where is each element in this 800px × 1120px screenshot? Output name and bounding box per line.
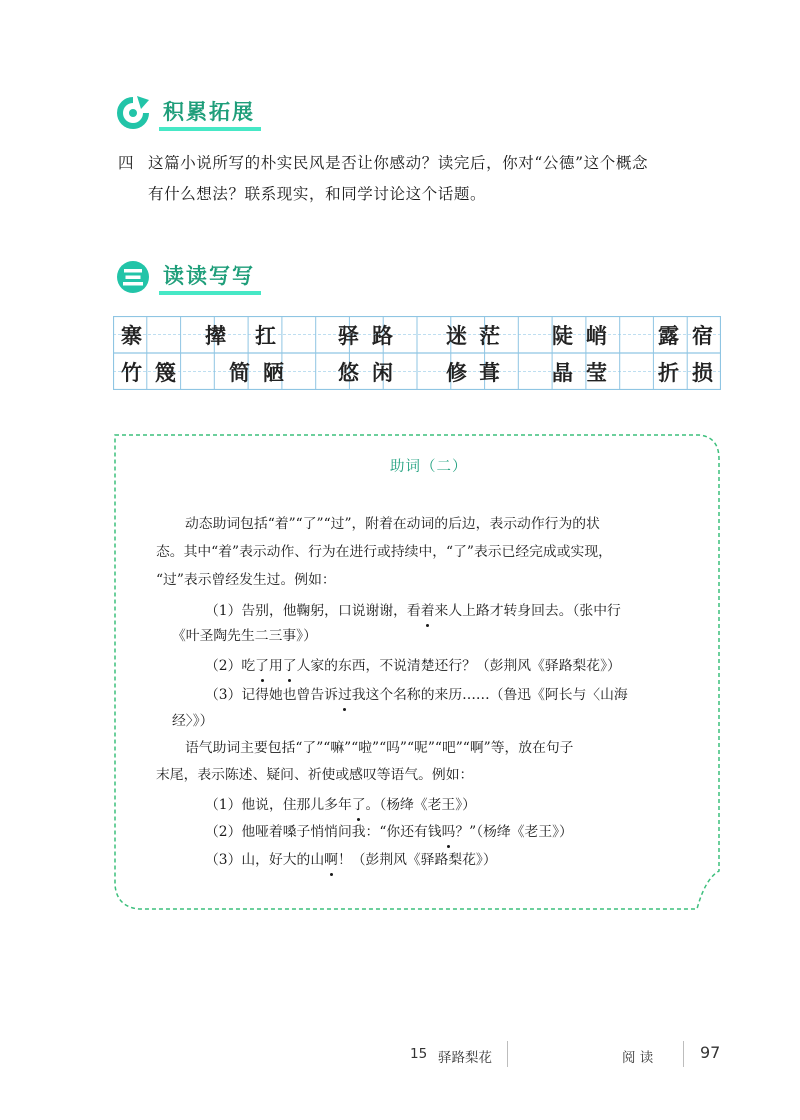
grid-char: 驿 — [338, 323, 359, 348]
footer-divider — [683, 1041, 684, 1067]
example-line — [205, 684, 628, 706]
grid-char: 路 — [372, 323, 393, 348]
question-text-line: 有什么想法？联系现实，和同学讨论这个话题。 — [148, 185, 487, 203]
example-line — [205, 794, 476, 816]
example-text: 人家的东西，不说清楚还行？（彭荆风《驿路梨花》） — [296, 658, 621, 674]
example-line: 《叶圣陶先生二三事》） — [172, 628, 317, 644]
example-line — [205, 655, 621, 677]
grid-char: 陋 — [263, 360, 284, 385]
grid-char: 折 — [658, 360, 679, 385]
emphasized-particle: 了 — [255, 655, 269, 677]
grammar-text-line: 动态助词包括“着”“了”“过”，附着在动词的后边，表示动作行为的状 — [185, 516, 600, 532]
grammar-text-line: 语气助词主要包括“了”“嘛”“啦”“吗”“呢”“吧”“啊”等，放在句子 — [185, 740, 574, 756]
footer-lesson-number: 15 — [410, 1046, 428, 1062]
example-text: 来人上路才转身回去。（张中行 — [434, 603, 621, 619]
grid-char: 撵 — [205, 323, 226, 348]
example-line: 经〉》） — [172, 713, 214, 729]
grid-char: 陡 — [552, 323, 573, 348]
grid-char: 扛 — [255, 323, 276, 348]
example-text: （3）山，好大的山 — [205, 852, 325, 868]
example-text: （3）记得她也曾告诉 — [205, 687, 338, 703]
example-text: ！（彭荆风《驿路梨花》） — [337, 852, 497, 868]
footer-divider — [507, 1041, 508, 1067]
example-text: （1）他说，住那儿多年 — [205, 797, 352, 813]
example-line — [205, 849, 497, 871]
emphasized-particle: 啊 — [324, 849, 338, 871]
emphasized-particle: 吗 — [442, 821, 456, 843]
number-three-icon — [115, 259, 151, 295]
section-header-accumulate — [115, 95, 261, 131]
example-line — [205, 821, 573, 843]
example-text: 我这个名称的来历……（鲁迅《阿长与〈山海 — [351, 687, 628, 703]
grid-char: 葺 — [479, 360, 500, 385]
grid-char: 寨 — [121, 323, 142, 348]
section-title: 读读写写 — [159, 263, 261, 295]
grid-char: 迷 — [446, 323, 467, 348]
grid-char: 闲 — [372, 360, 393, 385]
grid-char: 莹 — [586, 360, 607, 385]
section-header-read-write — [115, 259, 261, 295]
question-number: 四 — [118, 154, 134, 172]
grid-char: 简 — [229, 360, 250, 385]
example-text: ？”（杨绛《老王》） — [455, 824, 573, 840]
grid-char: 峭 — [586, 323, 607, 348]
refresh-arrow-icon — [115, 95, 151, 131]
emphasized-particle: 了 — [352, 794, 366, 816]
emphasized-particle: 了 — [283, 655, 297, 677]
example-line — [205, 600, 621, 622]
example-text: 。（杨绛《老王》） — [365, 797, 476, 813]
grid-char: 修 — [446, 360, 467, 385]
emphasized-particle: 过 — [338, 684, 352, 706]
footer-lesson-title: 驿路梨花 — [438, 1050, 492, 1066]
example-text: 用 — [268, 658, 283, 674]
section-title: 积累拓展 — [159, 99, 261, 131]
grammar-text-line: 态。其中“着”表示动作、行为在进行或持续中，“了”表示已经完成或实现， — [156, 544, 612, 560]
grammar-title: 助词（二） — [390, 459, 468, 475]
example-text: （1）告别，他鞠躬，口说谢谢，看 — [205, 603, 421, 619]
question-text-line: 这篇小说所写的朴实民风是否让你感动？读完后，你对“公德”这个概念 — [148, 154, 649, 172]
grid-char: 竹 — [121, 360, 142, 385]
emphasized-particle: 着 — [421, 600, 435, 622]
grid-char: 露 — [658, 323, 679, 348]
grid-char: 悠 — [338, 360, 359, 385]
footer-unit: 阅 读 — [622, 1050, 654, 1066]
word-grid — [113, 316, 721, 390]
grid-char: 晶 — [552, 360, 573, 385]
example-text: （2）他哑着嗓子悄悄问我：“你还有钱 — [205, 824, 442, 840]
grammar-text-line: 末尾，表示陈述、疑问、祈使或感叹等语气。例如： — [156, 767, 474, 783]
grammar-text-line: “过”表示曾经发生过。例如： — [156, 572, 336, 588]
example-text: （2）吃 — [205, 658, 256, 674]
grid-char: 篾 — [155, 360, 176, 385]
grid-char: 宿 — [692, 323, 713, 348]
grid-char: 茫 — [479, 323, 500, 348]
grid-char: 损 — [692, 360, 713, 385]
page-number: 97 — [700, 1043, 721, 1062]
